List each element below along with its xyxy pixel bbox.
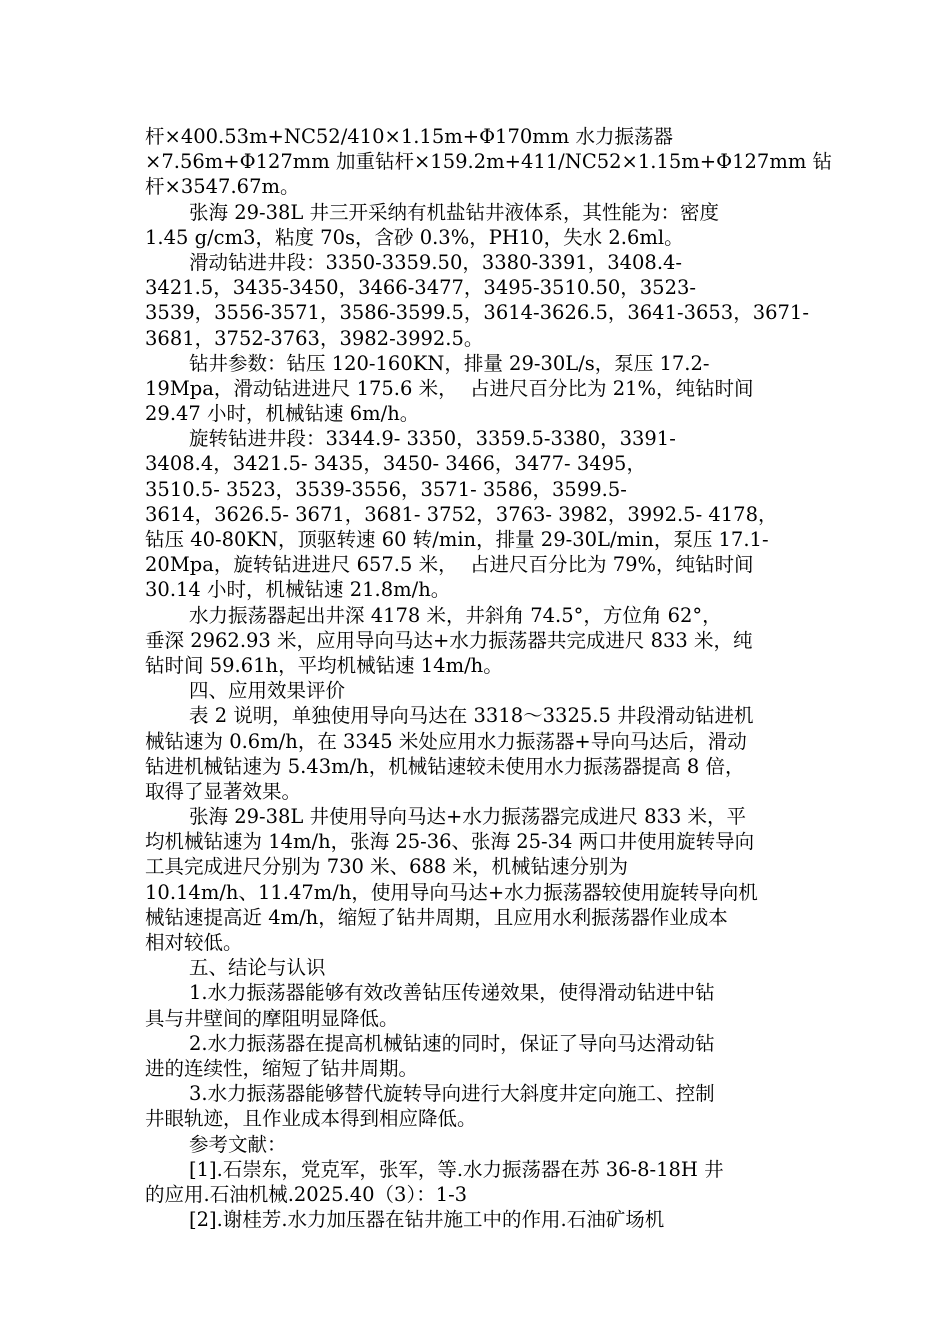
text-line: 1.45 g/cm3，粘度 70s，含砂 0.3%，PH10，失水 2.6ml。	[145, 225, 684, 249]
text-line: 张海 29-38L 井使用导向马达+水力振荡器完成进尺 833 米，平	[189, 805, 747, 829]
text-line: 表 2 说明，单独使用导向马达在 3318～3325.5 井段滑动钻进机	[189, 704, 754, 728]
text-line: 3614，3626.5- 3671，3681- 3752，3763- 3982，3992.5- 4178，	[145, 502, 778, 526]
text-line: 张海 29-38L 井三开采纳有机盐钻井液体系，其性能为：密度	[189, 200, 720, 224]
text-line: 3408.4，3421.5- 3435，3450- 3466，3477- 3495，	[145, 452, 646, 476]
text-line: 19Mpa，滑动钻进进尺 175.6 米， 占进尺百分比为 21%，纯钻时间	[145, 376, 754, 400]
text-line: 械钻速提高近 4m/h，缩短了钻井周期，且应用水利振荡器作业成本	[145, 905, 728, 929]
text-line: 3421.5，3435-3450，3466-3477，3495-3510.50，3523-	[145, 276, 696, 300]
text-line: [2].谢桂芳.水力加压器在钻井施工中的作用.石油矿场机	[189, 1208, 665, 1232]
text-line: ×7.56m+Φ127mm 加重钻杆×159.2m+411/NC52×1.15m+Φ127mm 钻	[145, 150, 833, 174]
text-line: 水力振荡器起出井深 4178 米，井斜角 74.5°，方位角 62°，	[189, 603, 722, 627]
text-line: 钻时间 59.61h，平均机械钻速 14m/h。	[145, 653, 503, 677]
text-line: 相对较低。	[145, 931, 243, 954]
text-line: 五、结论与认识	[189, 956, 326, 980]
text-line: [1].石崇东，党克军，张军，等.水力振荡器在苏 36-8-18H 井	[189, 1157, 724, 1181]
text-line: 3681，3752-3763，3982-3992.5。	[145, 326, 484, 350]
text-line: 2.水力振荡器在提高机械钻速的同时，保证了导向马达滑动钻	[189, 1031, 715, 1055]
text-line: 3539，3556-3571，3586-3599.5，3614-3626.5，3641-3653，3671-	[145, 301, 809, 325]
text-line: 20Mpa，旋转钻进进尺 657.5 米， 占进尺百分比为 79%，纯钻时间	[145, 553, 754, 577]
text-line: 的应用.石油机械.2025.40（3）：1-3	[145, 1182, 468, 1206]
text-line: 旋转钻进井段：3344.9- 3350，3359.5-3380，3391-	[189, 427, 676, 451]
text-line: 取得了显著效果。	[145, 779, 302, 803]
text-line: 垂深 2962.93 米，应用导向马达+水力振荡器共完成进尺 833 米，纯	[145, 628, 753, 652]
text-line: 杆×3547.67m。	[145, 175, 300, 199]
text-line: 均机械钻速为 14m/h，张海 25-36、张海 25-34 两口井使用旋转导向	[145, 830, 755, 854]
text-line: 3.水力振荡器能够替代旋转导向进行大斜度井定向施工、控制	[189, 1082, 715, 1106]
text-line: 杆×400.53m+NC52/410×1.15m+Φ170mm 水力振荡器	[145, 125, 673, 148]
text-line: 钻进机械钻速为 5.43m/h，机械钻速较未使用水力振荡器提高 8 倍，	[145, 754, 745, 778]
text-line: 四、应用效果评价	[189, 679, 346, 703]
text-line: 滑动钻进井段：3350-3359.50，3380-3391，3408.4-	[189, 250, 683, 274]
text-line: 钻井参数：钻压 120-160KN，排量 29-30L/s，泵压 17.2-	[189, 351, 710, 375]
text-line: 械钻速为 0.6m/h，在 3345 米处应用水力振荡器+导向马达后，滑动	[145, 729, 747, 753]
text-line: 10.14m/h、11.47m/h，使用导向马达+水力振荡器较使用旋转导向机	[145, 880, 758, 904]
document-body	[145, 124, 833, 1232]
text-line: 30.14 小时，机械钻速 21.8m/h。	[145, 578, 451, 602]
text-line: 3510.5- 3523，3539-3556，3571- 3586，3599.5-	[145, 477, 627, 501]
text-line: 井眼轨迹，且作业成本得到相应降低。	[145, 1107, 477, 1131]
text-line: 钻压 40-80KN，顶驱转速 60 转/min，排量 29-30L/min，泵压 17.1-	[145, 528, 769, 551]
text-line: 工具完成进尺分别为 730 米、688 米，机械钻速分别为	[145, 855, 629, 879]
text-line: 1.水力振荡器能够有效改善钻压传递效果，使得滑动钻进中钻	[189, 981, 715, 1005]
text-line: 进的连续性，缩短了钻井周期。	[145, 1056, 419, 1080]
text-line: 参考文献：	[189, 1132, 287, 1156]
text-line: 29.47 小时，机械钻速 6m/h。	[145, 402, 420, 426]
text-lines	[145, 124, 833, 1232]
text-line: 具与井壁间的摩阻明显降低。	[145, 1006, 399, 1030]
